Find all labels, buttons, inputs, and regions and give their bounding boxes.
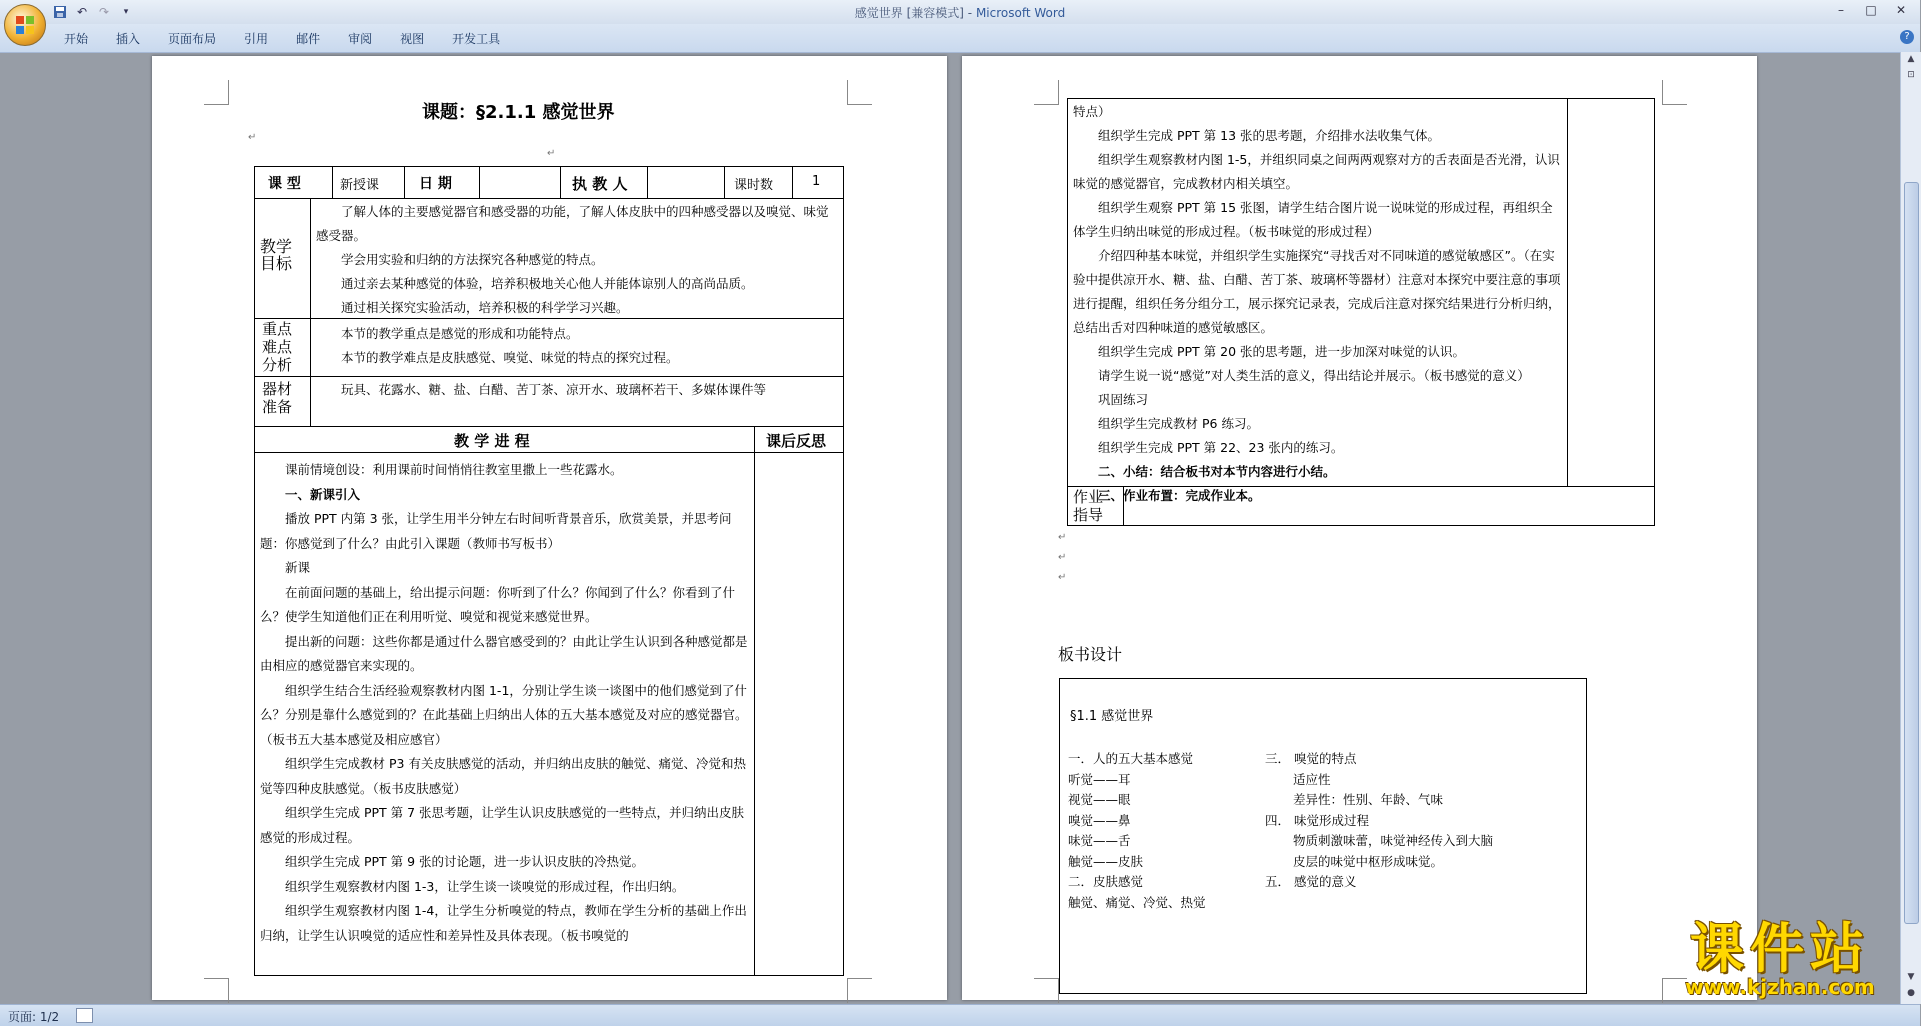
watermark-text: 课件站 [1690, 916, 1870, 980]
tab-view[interactable]: 视图 [400, 32, 425, 46]
tab-page-layout[interactable]: 页面布局 [168, 32, 217, 46]
key-label: 重点难点分析 [262, 320, 293, 374]
process-line: 课前情境创设：利用课前时间悄悄往教室里撒上一些花露水。 [285, 462, 623, 477]
board-line: 皮层的味觉中枢形成味觉。 [1293, 853, 1444, 869]
redo-icon[interactable]: ↷ [98, 5, 110, 19]
board-line: 差异性：性别、年龄、气味 [1293, 792, 1444, 807]
board-line: 五． 感觉的意义 [1265, 874, 1357, 889]
undo-icon[interactable]: ↶ [76, 5, 88, 19]
document-title: 感觉世界 [兼容模式] [854, 6, 964, 20]
process-line: 组织学生完成 PPT 第 9 张的讨论题，进一步认识皮肤的冷热觉。 [285, 854, 645, 869]
paragraph-mark: ↵ [547, 148, 556, 159]
app-name: Microsoft Word [975, 6, 1066, 20]
window-title [0, 4, 1920, 21]
board-design-title: 板书设计 [1058, 645, 1123, 664]
board-design-box [1059, 678, 1587, 994]
scroll-up-icon[interactable]: ▲ [1907, 54, 1915, 64]
scrollbar-thumb[interactable] [1904, 182, 1919, 924]
equipment-list: 玩具、花露水、糖、盐、白醋、苦丁茶、凉开水、玻璃杯若干、多媒体课件等 [341, 382, 767, 397]
title-separator: - [963, 6, 976, 20]
process-body [260, 458, 748, 974]
lesson-title: 课题：§2.1.1 感觉世界 [422, 102, 615, 123]
process-line: 提出新的问题：这些你都是通过什么器官感受到的？由此让学生认识到各种感觉都是由相应的感觉器官来实现的。 [260, 633, 748, 673]
header-hours: 课时数 [734, 178, 774, 193]
board-heading: §1.1 感觉世界 [1070, 709, 1154, 724]
window-controls [1826, 0, 1916, 20]
tab-mailings[interactable]: 邮件 [296, 32, 321, 46]
ruler-toggle-icon[interactable]: ⊡ [1907, 70, 1915, 80]
process-line: 组织学生完成 PPT 第 7 张思考题，让学生认识皮肤感觉的一些特点，并归纳出皮肤感觉的形成过程。 [260, 805, 745, 845]
process-line: 组织学生完成教材 P6 练习。 [1098, 416, 1259, 431]
board-line: 一．人的五大基本感觉 [1068, 751, 1194, 766]
tab-developer[interactable]: 开发工具 [452, 32, 501, 46]
process-header: 教 学 进 程 [454, 432, 530, 450]
ribbon [0, 24, 1920, 53]
crop-mark [204, 978, 229, 1003]
tab-references[interactable]: 引用 [244, 32, 269, 46]
board-line: 味觉——舌 [1068, 833, 1131, 848]
board-line: 四． 味觉形成过程 [1265, 812, 1369, 828]
paragraph-mark: ↵ [248, 132, 257, 143]
crop-mark [847, 80, 872, 105]
tab-review[interactable]: 审阅 [348, 32, 373, 46]
office-button[interactable] [4, 4, 46, 46]
paragraph-mark: ↵ [1058, 572, 1067, 583]
board-line: 嗅觉——鼻 [1068, 812, 1131, 828]
process-line: 一、新课引入 [285, 486, 361, 502]
process-line: 组织学生完成 PPT 第 13 张的思考题，介绍排水法收集气体。 [1098, 128, 1441, 143]
document-page-1[interactable] [152, 56, 947, 1000]
key-point-2: 本节的教学难点是皮肤感觉、嗅觉、味觉的特点的探究过程。 [341, 350, 679, 365]
process-line: 组织学生结合生活经验观察教材内图 1-1，分别让学生谈一谈图中的他们感觉到了什么？分别是靠什么感觉到的？在此基础上归纳出人体的五大基本感觉及对应的感觉器官。（板书五大基本感觉及相应感官） [260, 682, 748, 747]
process-body-continued [1073, 100, 1563, 503]
board-line: 三． 嗅觉的特点 [1265, 751, 1357, 766]
process-line: 特点） [1073, 104, 1111, 119]
reflection-header: 课后反思 [766, 432, 827, 450]
office-logo-icon [14, 14, 36, 36]
process-line: 组织学生观察教材内图 1-5，并组织同桌之间两两观察对方的舌表面是否光滑，认识味觉的感觉器官，完成教材内相关填空。 [1073, 152, 1560, 191]
lesson-table [254, 166, 844, 976]
scroll-down-icon[interactable]: ▼ [1907, 972, 1915, 982]
hours-value: 1 [812, 174, 821, 189]
header-date: 日 期 [419, 176, 452, 192]
board-right-column [1265, 749, 1565, 893]
browse-object-icon[interactable]: ● [1907, 988, 1915, 998]
board-line: 视觉——眼 [1068, 792, 1131, 807]
paragraph-mark: ↵ [1058, 552, 1067, 563]
goal-4: 通过相关探究实验活动，培养积极的科学学习兴趣。 [341, 300, 629, 315]
process-line: 组织学生观察 PPT 第 15 张图，请学生结合图片说一说味觉的形成过程，再组织全体学生归纳出味觉的形成过程。（板书味觉的形成过程） [1073, 200, 1553, 239]
crop-mark [1034, 80, 1059, 105]
process-line: 在前面问题的基础上，给出提示问题：你听到了什么？你闻到了什么？你看到了什么？使学生知道他们正在利用听觉、嗅觉和视觉来感觉世界。 [260, 584, 736, 624]
crop-mark [1034, 978, 1059, 1003]
page-indicator[interactable]: 页面: 1/2 [8, 1010, 60, 1024]
process-line: 三、作业布置：完成作业本。 [1098, 488, 1261, 503]
process-line: 巩固练习 [1098, 392, 1149, 407]
watermark-url: www.kjzhan.com [1685, 975, 1875, 999]
ribbon-tab-list [50, 28, 514, 49]
goal-2: 学会用实验和归纳的方法探究各种感觉的特点。 [341, 252, 604, 267]
minimize-icon[interactable]: – [1838, 3, 1844, 17]
process-line: 组织学生观察教材内图 1-4，让学生分析嗅觉的特点，教师在学生分析的基础上作出归纳，让学生认识嗅觉的适应性和差异性及具体表现。（板书嗅觉的 [260, 903, 747, 943]
crop-mark [1662, 80, 1687, 105]
board-line: 二．皮肤感觉 [1068, 874, 1144, 889]
key-point-1: 本节的教学重点是感觉的形成和功能特点。 [341, 326, 579, 341]
crop-mark [847, 978, 872, 1003]
process-line: 组织学生完成 PPT 第 22、23 张内的练习。 [1098, 440, 1344, 455]
goals-label: 教学目标 [260, 237, 293, 273]
header-type: 课 型 [268, 176, 301, 192]
process-line: 二、小结：结合板书对本节内容进行小结。 [1098, 464, 1336, 479]
tab-insert[interactable]: 插入 [116, 32, 141, 46]
process-line: 新课 [285, 560, 311, 575]
help-icon[interactable]: ? [1900, 30, 1914, 44]
board-line: 适应性 [1293, 771, 1331, 787]
title-bar [0, 0, 1920, 24]
site-watermark [1655, 916, 1905, 1004]
process-line: 介绍四种基本味觉，并组织学生实施探究“寻找舌对不同味道的感觉敏感区”。（在实验中提供凉开水、糖、盐、白醋、苦丁茶、玻璃杯等器材）注意对本探究中要注意的事项进行提醒，组织任务分组分工，展示探究记录表，完成后注意对探究结果进行分析归纳，总结出舌对四种味道的感觉敏感区。 [1073, 248, 1561, 335]
process-line: 组织学生完成 PPT 第 20 张的思考题，进一步加深对味觉的认识。 [1098, 344, 1466, 359]
paragraph-mark: ↵ [1058, 532, 1067, 543]
customize-icon[interactable]: ▾ [123, 7, 129, 17]
equipment-label: 器材准备 [262, 380, 293, 416]
type-value: 新授课 [340, 178, 380, 193]
process-line: 组织学生完成教材 P3 有关皮肤感觉的活动，并归纳出皮肤的触觉、痛觉、冷觉和热觉等四种皮肤感觉。（板书皮肤感觉） [260, 756, 746, 796]
process-line: 组织学生观察教材内图 1-3，让学生谈一谈嗅觉的形成过程，作出归纳。 [285, 878, 685, 894]
document-page-2[interactable] [962, 56, 1757, 1000]
goal-3: 通过亲去某种感觉的体验，培养积极地关心他人并能体谅别人的高尚品质。 [341, 276, 754, 291]
vertical-scrollbar[interactable] [1900, 52, 1921, 1004]
status-bar [0, 1004, 1920, 1026]
process-line: 播放 PPT 内第 3 张，让学生用半分钟左右时间听背景音乐，欣赏美景，并思考问题：你感觉到了什么？由此引入课题（教师书写板书） [260, 511, 732, 551]
maximize-icon[interactable]: □ [1865, 3, 1877, 17]
proofing-icon[interactable] [76, 1008, 93, 1023]
crop-mark [204, 80, 229, 105]
header-teacher: 执 教 人 [572, 175, 628, 193]
goal-1: 了解人体的主要感觉器官和感受器的功能，了解人体皮肤中的四种感受器以及嗅觉、味觉感受器。 [316, 204, 829, 243]
process-line: 请学生说一说“感觉”对人类生活的意义，得出结论并展示。（板书感觉的意义） [1098, 368, 1530, 383]
board-left-column [1068, 749, 1268, 913]
board-line: 触觉——皮肤 [1068, 853, 1144, 869]
tab-home[interactable]: 开始 [64, 32, 89, 46]
board-line: 听觉——耳 [1068, 771, 1131, 787]
board-line: 触觉、痛觉、冷觉、热觉 [1068, 894, 1206, 910]
homework-label: 作业指导 [1073, 488, 1104, 524]
lesson-table-continued [1067, 98, 1655, 526]
board-line: 物质刺激味蕾，味觉神经传入到大脑 [1293, 833, 1494, 848]
close-icon[interactable]: ✕ [1895, 3, 1907, 17]
